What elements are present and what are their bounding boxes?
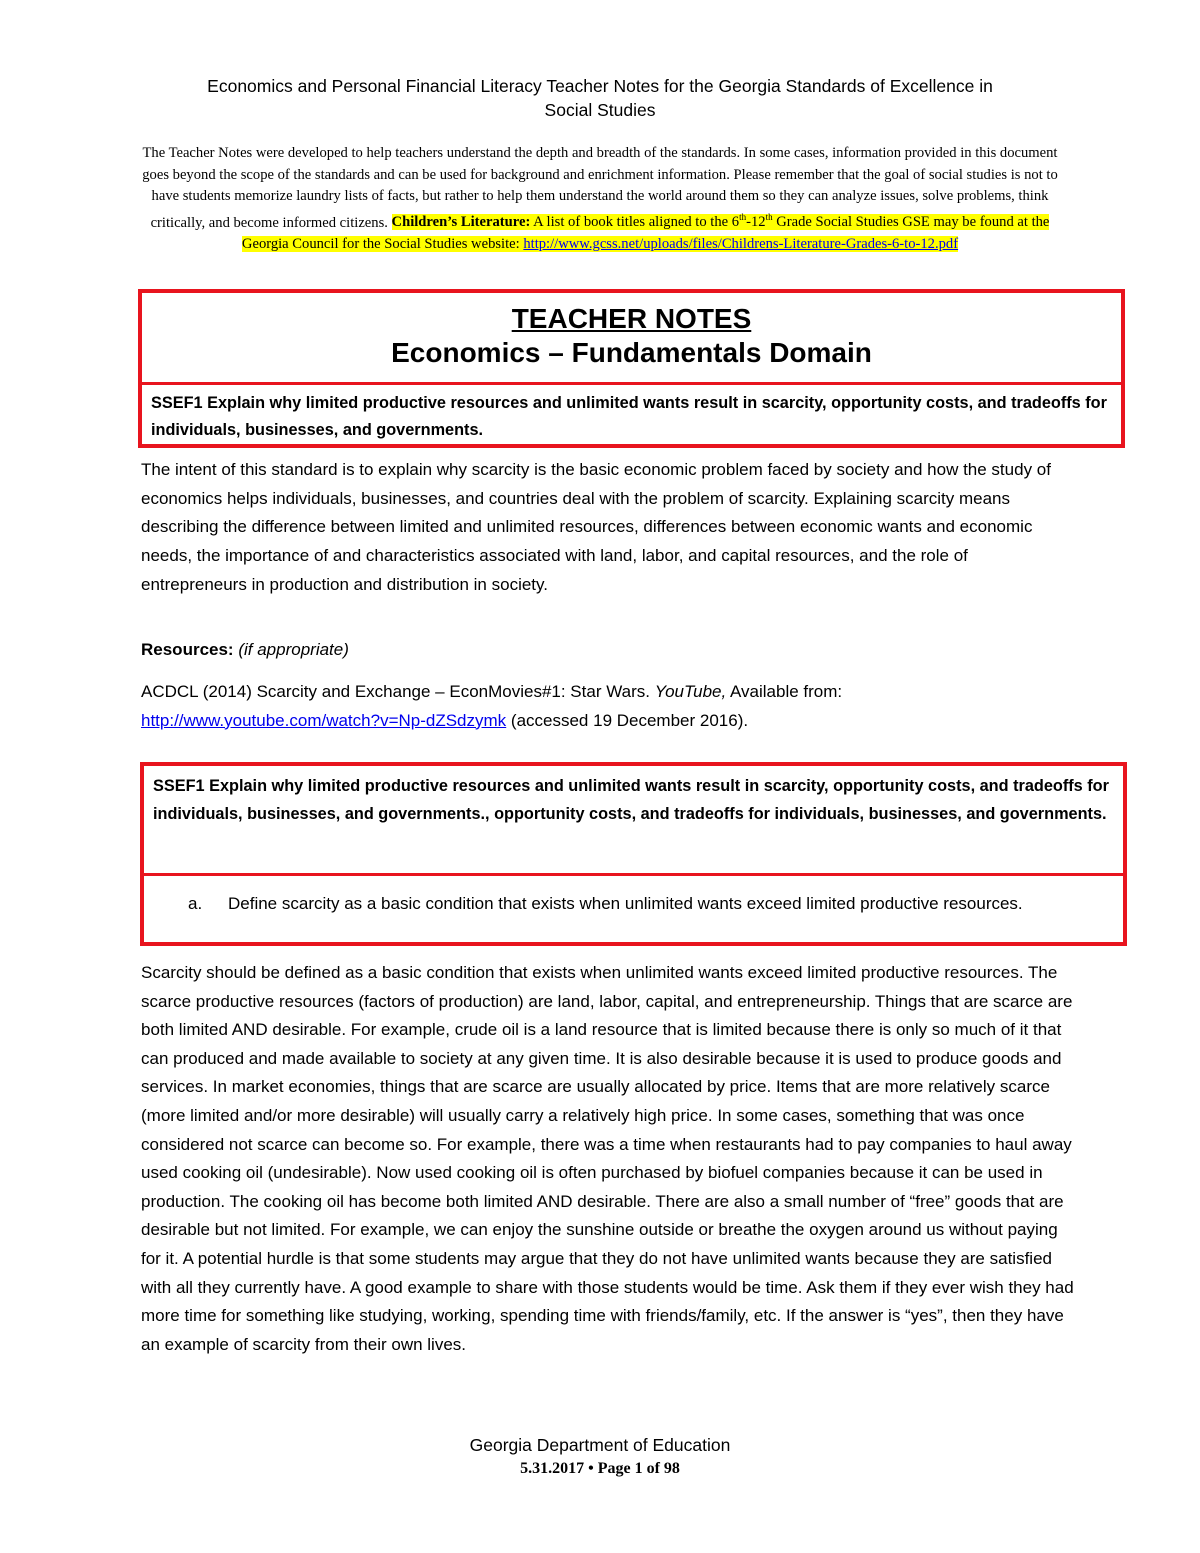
intro-text: The Teacher Notes were developed to help teachers understand the depth and breadth of the standards. In some cases, information provided in this document goes beyond the scope of the standards and can be used for background and enrichment information. Please remember that the goal of social studies is not to have students memorize laundry lists of facts, but rather to help them understand the world around them so they can analyze issues, solve problems, think critically, and become informed citizens. bbox=[142, 145, 1058, 231]
resources-note: (if appropriate) bbox=[238, 640, 349, 659]
box-divider bbox=[142, 382, 1121, 385]
standard-statement: SSEF1 Explain why limited productive resources and unlimited wants result in scarcity, opportunity costs, and tradeoffs for individuals, businesses, and governments. bbox=[151, 394, 1107, 439]
teacher-notes-box bbox=[138, 289, 1125, 448]
element-item-a bbox=[188, 890, 1093, 917]
citation-source: YouTube, bbox=[654, 682, 727, 701]
teacher-notes-title: TEACHER NOTES bbox=[511, 303, 752, 334]
youtube-link[interactable]: http://www.youtube.com/watch?v=Np-dZSdzymk bbox=[141, 710, 507, 730]
grade-range-dash: -12 bbox=[746, 214, 766, 231]
citation-text-b: Available from: bbox=[726, 682, 843, 701]
childrens-literature-text-a: A list of book titles aligned to the 6 bbox=[530, 214, 740, 231]
footer-date-page: 5.31.2017 • Page 1 of 98 bbox=[520, 1460, 680, 1477]
domain-subtitle: Economics – Fundamentals Domain bbox=[391, 337, 872, 368]
list-marker: a. bbox=[188, 894, 203, 913]
intent-paragraph: The intent of this standard is to explain why scarcity is the basic economic problem faced by society and how the study of economics helps individuals, businesses, and countries deal with the problem of scarcity. Explaining scarcity means describing the difference between limited and unlimited resources, differences between economic wants and economic needs, the importance of and characteristics associated with land, labor, and capital resources, and the role of entrepreneurs in production and distribution in society. bbox=[141, 460, 1051, 594]
superscript-th-2: th bbox=[765, 212, 773, 223]
childrens-literature-link[interactable]: http://www.gcss.net/uploads/files/Childrens-Literature-Grades-6-to-12.pdf bbox=[523, 235, 959, 252]
citation-text-c: (accessed 19 December 2016). bbox=[506, 710, 749, 730]
page-footer bbox=[300, 1433, 900, 1481]
scarcity-paragraph: Scarcity should be defined as a basic condition that exists when unlimited wants exceed limited productive resources. The scarce productive resources (factors of production) are land, labor, capital, and entrepreneurship. Things that are scarce are both limited AND desirable. For example, crude oil is a land resource that is limited because there is only so much of it that can produced and made available to society at any given time. It is also desirable because it is used to produce goods and services. In market economies, things that are scarce are usually allocated by price. Items that are more relatively scarce (more limited and/or more desirable) will usually carry a relatively high price. In some cases, something that was once considered not scarce can become so. For example, there was a time when restaurants had to pay companies to haul away used cooking oil (undesirable). Now used cooking oil is often purchased by biofuel companies because it can be used in production. The cooking oil has become both limited AND desirable. There are also a small number of “free” goods that are desirable but not limited. For example, we can enjoy the sunshine outside or breathe the oxygen around us without paying for it. A potential hurdle is that some students may argue that they do not have unlimited wants because they are satisfied with all they currently have. A good example to share with those students would be time. Ask them if they ever wish they had more time for something like studying, working, spending time with friends/family, etc. If the answer is “yes”, then they have an example of scarcity from their own lives. bbox=[141, 963, 1074, 1354]
resource-citation bbox=[141, 678, 1076, 735]
resources-heading bbox=[141, 637, 1076, 663]
box-divider bbox=[144, 873, 1123, 876]
document-title-line-2: Social Studies bbox=[544, 100, 656, 120]
childrens-literature-text-b: Grade Social Studies GSE may be found at the Georgia Council for the Social Studies website: bbox=[241, 214, 1050, 252]
element-standard-statement: SSEF1 Explain why limited productive resources and unlimited wants result in scarcity, opportunity costs, and tradeoffs for individuals, businesses, and governments., opportunity costs, and tradeoffs for individuals, businesses, and governments. bbox=[153, 777, 1109, 823]
document-title bbox=[150, 74, 1050, 122]
resources-label: Resources: bbox=[141, 640, 234, 659]
superscript-th-1: th bbox=[739, 212, 747, 223]
citation-text-a: ACDCL (2014) Scarcity and Exchange – EconMovies#1: Star Wars. bbox=[141, 682, 655, 701]
footer-organization: Georgia Department of Education bbox=[469, 1435, 731, 1455]
element-box bbox=[140, 762, 1127, 946]
intro-paragraph bbox=[140, 143, 1060, 255]
childrens-literature-label: Children’s Literature: bbox=[391, 214, 531, 231]
document-title-line-1: Economics and Personal Financial Literacy Teacher Notes for the Georgia Standards of Excellence in bbox=[207, 76, 993, 96]
element-item-text: Define scarcity as a basic condition that exists when unlimited wants exceed limited productive resources. bbox=[228, 894, 1023, 913]
